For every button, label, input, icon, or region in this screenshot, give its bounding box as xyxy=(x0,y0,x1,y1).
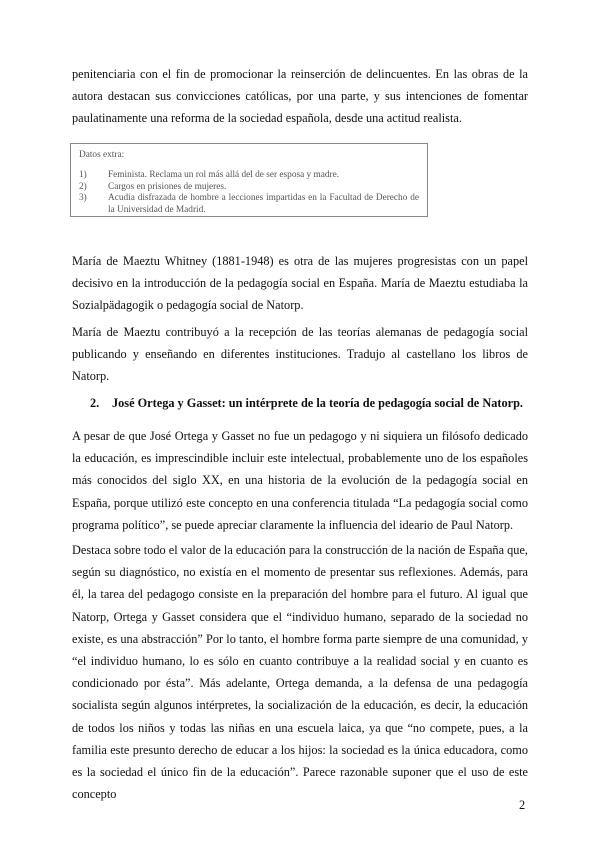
section-heading xyxy=(90,392,523,414)
paragraph-ortega-intro: A pesar de que José Ortega y Gasset no fue un pedagogo y ni siquiera un filósofo dedicado la educación, es imprescindible incluir este intelectual, probablemente uno de los españoles más conocidos del siglo XX, en una historia de la evolución de la pedagogía social en España, porque utilizó este concepto en una conferencia titulada “La pedagogía social como programa político”, se puede apreciar claramente la influencia del ideario de Paul Natorp. xyxy=(72,429,528,532)
extra-data-item xyxy=(79,170,419,181)
extra-data-item xyxy=(79,182,419,193)
paragraph-ortega-education: Destaca sobre todo el valor de la educación para la construcción de la nación de España que, según su diagnóstico, no existía en el momento de presentar sus reflexiones. Además, para él, la tarea del pedagogo consiste en la preparación del hombre para el futuro. Al igual que Natorp, Ortega y Gasset considera que el “individuo humano, separado de la sociedad no existe, es una abstracción” Por lo tanto, el hombre forma parte siempre de una comunidad, y “el individuo humano, lo es sólo en cuanto contribuye a la realidad social y en cuanto es condicionado por ésta”. Más adelante, Ortega demanda, a la defensa de una pedagogía socialista según algunos intérpretes, la socialización de la educación, es decir, la educación de todos los niños y todas las niñas en una escuela laica, ya que “no compete, pues, a la familia este presunto derecho de educar a los hijos: la sociedad es la única educadora, como es la sociedad el único fin de la educación”. Parece razonable suponer que el uso de este concepto xyxy=(72,543,528,802)
extra-data-item-text: Feminista. Reclama un rol más allá del de ser esposa y madre. xyxy=(108,170,340,181)
section-heading-title: José Ortega y Gasset: un intérprete de la teoría de pedagogía social de Natorp. xyxy=(112,396,523,410)
extra-data-title: Datos extra: xyxy=(79,150,125,160)
paragraph-maria-de-maeztu-intro: María de Maeztu Whitney (1881-1948) es otra de las mujeres progresistas con un papel decisivo en la introducción de la pedagogía social en España. María de Maeztu estudiaba la Sozialpädagogik o pedagogía social de Natorp. xyxy=(72,254,528,313)
extra-data-item-number: 1) xyxy=(79,170,87,181)
section-heading-number: 2. xyxy=(90,396,100,410)
extra-data-box xyxy=(70,143,428,217)
extra-data-item-number: 2) xyxy=(79,181,87,192)
paragraph-maria-de-maeztu-contribution: María de Maeztu contribuyó a la recepción de las teorías alemanas de pedagogía social publicando y enseñando en diferentes instituciones. Tradujo al castellano los libros de Natorp. xyxy=(72,325,528,384)
paragraph-concepcion-arenal-end: penitenciaria con el fin de promocionar la reinserción de delincuentes. En las obras de la autora destacan sus convicciones católicas, por una parte, y sus intenciones de fomentar paulatinamente una reforma de la sociedad española, desde una actitud realista. xyxy=(72,67,528,126)
extra-data-item-number: 3) xyxy=(79,193,87,204)
extra-data-item-text: Cargos en prisiones de mujeres. xyxy=(108,181,227,192)
page-number: 2 xyxy=(519,798,526,812)
extra-data-item xyxy=(79,193,419,216)
extra-data-item-text: Acudía disfrazada de hombre a lecciones impartidas en la Facultad de Derecho de la Universidad de Madrid. xyxy=(108,193,419,215)
